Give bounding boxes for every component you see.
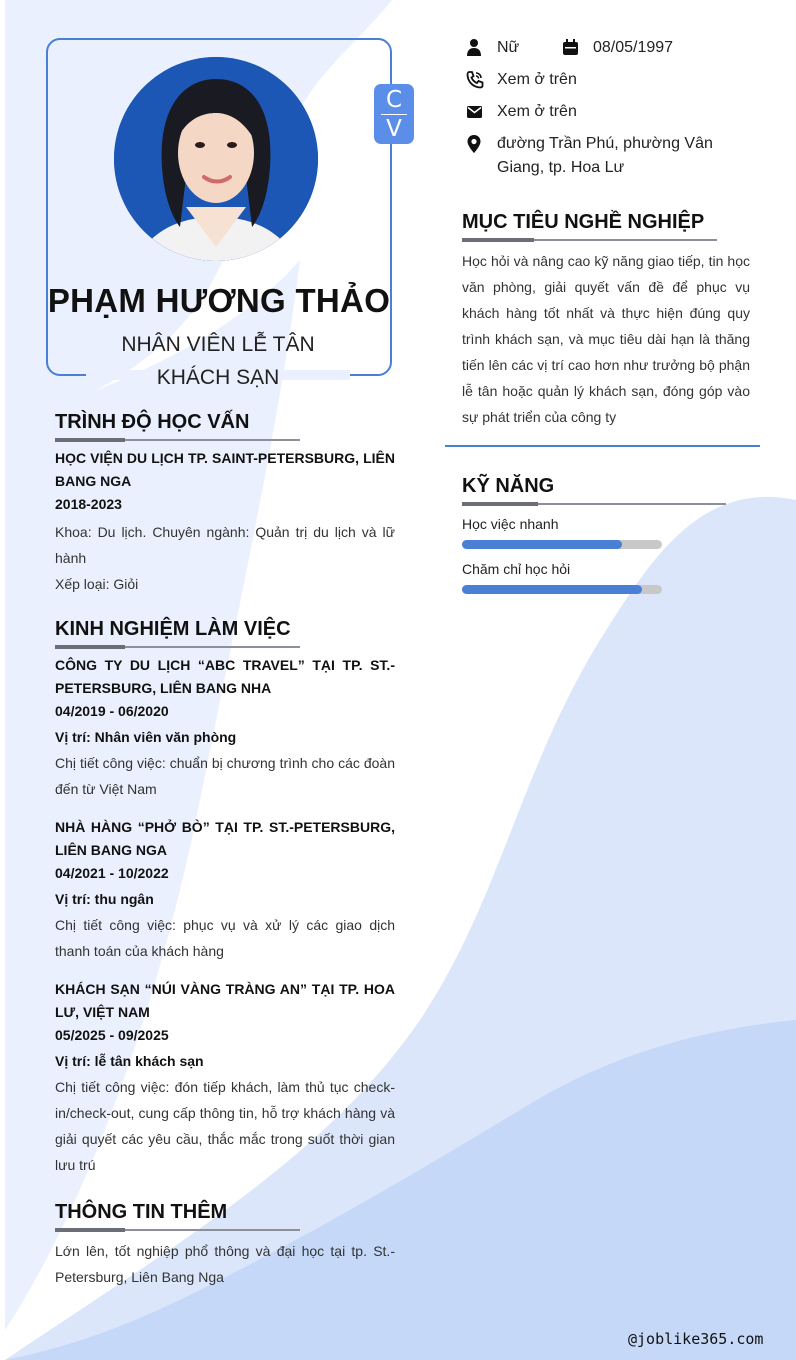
skill-label: Học việc nhanh — [462, 516, 559, 532]
job-org: CÔNG TY DU LỊCH “ABC TRAVEL” TẠI TP. ST.-PETERSBURG, LIÊN BANG NHA — [55, 657, 395, 696]
objective-divider — [445, 445, 760, 447]
school-name: HỌC VIỆN DU LỊCH TP. SAINT-PETERSBURG, LIÊN BANG NGA — [55, 450, 395, 489]
job-position: Vị trí: thu ngân — [55, 891, 154, 907]
extra-text: Lớn lên, tốt nghiệp phổ thông và đại học tại tp. St.-Petersburg, Liên Bang Nga — [55, 1243, 395, 1285]
job-title-line2: KHÁCH SẠN — [156, 366, 280, 389]
job-title — [86, 328, 350, 394]
profile-photo — [114, 57, 318, 261]
job-period: 04/2019 - 06/2020 — [55, 703, 169, 719]
experience-job — [55, 978, 395, 1178]
address-line2: Giang, tp. Hoa Lư — [497, 159, 625, 176]
phone-icon — [465, 70, 485, 90]
address-line1: đường Trần Phú, phường Vân — [497, 135, 713, 152]
experience-job — [55, 654, 395, 802]
skill-label: Chăm chỉ học hỏi — [462, 561, 571, 577]
email-text: Xem ở trên — [497, 103, 577, 120]
objective-underline-accent — [462, 238, 534, 242]
job-position: Vị trí: lễ tân khách sạn — [55, 1053, 204, 1069]
skill-bar-fill — [462, 585, 642, 594]
skills-heading: KỸ NĂNG — [462, 475, 555, 497]
education-entry — [55, 447, 395, 597]
user-icon — [465, 38, 485, 58]
education-period: 2018-2023 — [55, 496, 122, 512]
education-heading: TRÌNH ĐỘ HỌC VẤN — [55, 411, 250, 433]
phone-text: Xem ở trên — [497, 71, 577, 88]
job-org: NHÀ HÀNG “PHỞ BÒ” TẠI TP. ST.-PETERSBURG, LIÊN BANG NGA — [55, 819, 395, 858]
education-grade: Xếp loại: Giỏi — [55, 576, 139, 592]
watermark: @joblike365.com — [628, 1330, 764, 1348]
experience-heading: KINH NGHIỆM LÀM VIỆC — [55, 618, 291, 640]
calendar-icon — [561, 38, 581, 58]
skill-bar — [462, 585, 662, 594]
job-detail: Chị tiết công việc: phục vụ và xử lý các giao dịch thanh toán của khách hàng — [55, 917, 395, 959]
education-underline-accent — [55, 438, 125, 442]
gender-text: Nữ — [497, 39, 520, 56]
mail-icon — [465, 102, 485, 122]
cv-badge-divider — [381, 114, 407, 115]
cv-badge — [374, 84, 414, 144]
job-detail: Chị tiết công việc: đón tiếp khách, làm thủ tục check-in/check-out, cung cấp thông tin, hỗ trợ khách hàng và giải quyết các yêu cầu, thắc mắc trong suốt thời gian lưu trú — [55, 1079, 395, 1173]
job-position: Vị trí: Nhân viên văn phòng — [55, 729, 237, 745]
experience-job — [55, 816, 395, 964]
job-title-line1: NHÂN VIÊN LỄ TÂN — [121, 333, 315, 356]
job-period: 05/2025 - 09/2025 — [55, 1027, 169, 1043]
birthdate-text: 08/05/1997 — [593, 39, 674, 56]
skills-underline-accent — [462, 502, 538, 506]
extra-underline-accent — [55, 1228, 125, 1232]
cv-badge-c: C — [385, 86, 403, 113]
extra-heading: THÔNG TIN THÊM — [55, 1201, 228, 1223]
experience-underline-accent — [55, 645, 125, 649]
objective-text: Học hỏi và nâng cao kỹ năng giao tiếp, tin học văn phòng, giải quyết vấn đề để phục vụ khách hàng tốt nhất và thực hiện đúng quy trình khách sạn, và mục tiêu dài hạn là thăng tiến lên các vị trí cao hơn như trưởng bộ phận lễ tân hoặc quản lý khách sạn, đóng góp vào sự phát triển của công ty — [462, 253, 750, 425]
candidate-name: PHẠM HƯƠNG THẢO — [47, 282, 391, 319]
cv-badge-v: V — [386, 115, 402, 142]
job-detail: Chị tiết công việc: chuẩn bị chương trình cho các đoàn đến từ Việt Nam — [55, 755, 395, 797]
job-period: 04/2021 - 10/2022 — [55, 865, 169, 881]
skill-bar-fill — [462, 540, 622, 549]
education-major: Khoa: Du lịch. Chuyên ngành: Quản trị du lịch và lữ hành — [55, 524, 395, 566]
job-org: KHÁCH SẠN “NÚI VÀNG TRÀNG AN” TẠI TP. HOA LƯ, VIỆT NAM — [55, 981, 395, 1020]
skill-bar — [462, 540, 662, 549]
location-pin-icon — [465, 134, 485, 154]
objective-heading: MỤC TIÊU NGHỀ NGHIỆP — [462, 211, 705, 233]
